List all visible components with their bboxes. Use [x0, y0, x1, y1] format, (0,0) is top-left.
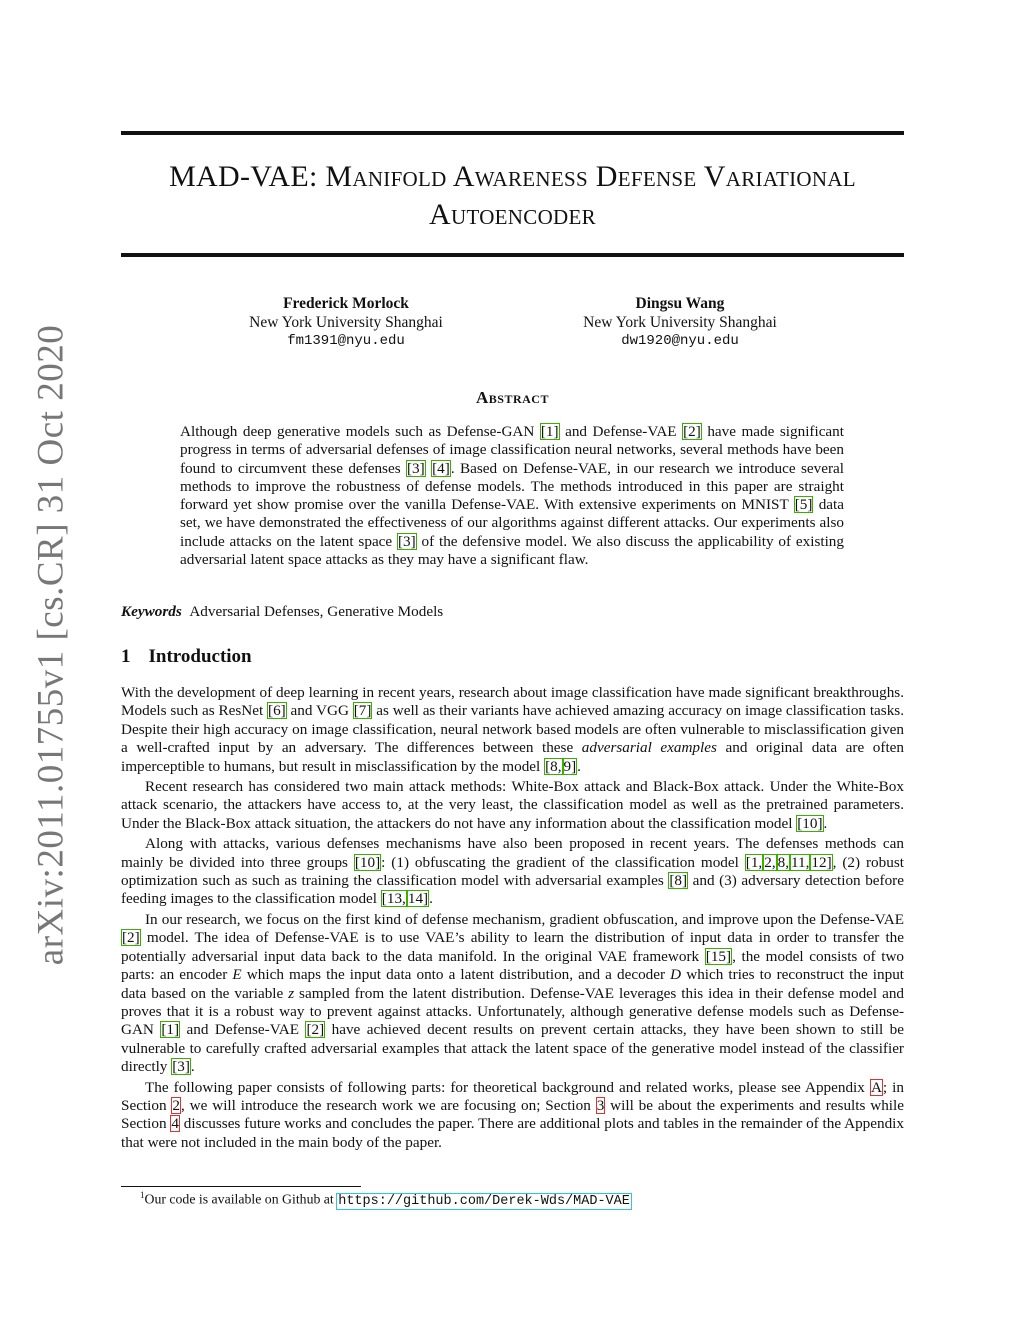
footnote	[140, 1190, 631, 1209]
section-ref-link[interactable]: A	[870, 1078, 882, 1096]
paper-title	[121, 158, 904, 234]
citation-link[interactable]: [8]	[669, 872, 688, 890]
paragraph-4: In our research, we focus on the first kind of defense mechanism, gradient obfuscation, and improve upon the Defense-VAE [2] model. The idea of Defense-VAE is to use VAE’s ability to learn the distribution of input data in order to transfer the potentially adversarial input data back to the data manifold. In the original VAE framework [15], the model consists of two parts: an encoder E which maps the input data onto a latent distribution, and a decoder D which tries to reconstruct the input data based on the variable z sampled from the latent distribution. Defense-VAE leverages this idea in their defense model and proves that it is a robust way to prevent against attacks. Unfortunately, although generative defense models such as Defense-GAN [1] and Defense-VAE [2] have achieved decent results on prevent certain attacks, they have been shown to still be vulnerable to carefully crafted adversarial examples that attack the latent space of the generative model instead of the classifier directly [3].	[121, 910, 905, 1076]
citation-link[interactable]: 8,	[777, 853, 789, 871]
citation-link[interactable]: [6]	[268, 702, 286, 720]
citation-link[interactable]: 11,	[791, 853, 810, 871]
paragraph-5: The following paper consists of following parts: for theoretical background and related works, please see Appendix A; in Section 2, we will introduce the research work we are focusing on; Section 3 will be about the experiments and results while Section 4 discusses future works and concludes the paper. There are additional plots and tables in the remainder of the Appendix that were not included in the main body of the paper.	[121, 1078, 904, 1151]
section-number: 1	[121, 646, 131, 667]
citation-link[interactable]: [5]	[794, 496, 813, 514]
citation-link[interactable]: [3]	[172, 1058, 190, 1076]
section-ref-link[interactable]: 3	[596, 1096, 605, 1114]
section-heading	[121, 646, 252, 668]
footnote-rule	[121, 1186, 361, 1187]
citation-link[interactable]: [13,	[381, 890, 406, 908]
keywords	[121, 603, 904, 621]
citation-link[interactable]: [1,	[745, 853, 763, 871]
paragraph-2: Recent research has considered two main attack methods: White-Box attack and Black-Box attack. Under the White-Box attack scenario, the attackers have access to, at the very least, the classification model as well as the pretrained parameters. Under the Black-Box attack situation, the attackers do not have any information about the classification model [10].	[121, 778, 904, 832]
citation-link[interactable]: 9]	[563, 757, 577, 775]
citation-link[interactable]: [2]	[683, 423, 701, 440]
author-block-2	[530, 294, 830, 351]
citation-link[interactable]: [3]	[397, 532, 416, 550]
abstract-text: Although deep generative models such as Defense-GAN [1] and Defense-VAE [2] have made significant progress in terms of adversarial defenses of image classification neural networks, several methods have been found to circumvent these defenses [3] [4]. Based on Defense-VAE, in our research we introduce several methods to improve the robustness of defense models. The methods introduced in this paper are straight forward yet show promise over the vanilla Defense-VAE. With extensive experiments on MNIST [5] data set, we have demonstrated the effectiveness of our algorithms against different attacks. Our experiments also include attacks on the latent space [3] of the defensive model. We also discuss the applicability of existing adversarial latent space attacks as they may have a significant flaw.	[180, 423, 845, 569]
title-bottom-rule	[121, 253, 904, 257]
author-affiliation: New York University Shanghai	[249, 314, 443, 331]
section-ref-link[interactable]: 2	[172, 1096, 181, 1114]
citation-link[interactable]: [8,	[545, 757, 562, 775]
citation-link[interactable]: [4]	[432, 459, 450, 477]
author-affiliation: New York University Shanghai	[583, 314, 777, 331]
title-line-2: Autoencoder	[429, 198, 596, 231]
footnote-mark: 1	[140, 1190, 145, 1200]
section-ref-link[interactable]: 4	[171, 1115, 179, 1133]
citation-link[interactable]: [3]	[407, 459, 425, 477]
section-title: Introduction	[148, 646, 252, 667]
paragraph-3: Along with attacks, various defenses mechanisms have also been proposed in recent years. The defenses methods can mainly be divided into three groups [10]: (1) obfuscating the gradient of the classification model [1, 2, 8, 11, 12], (2) robust optimization such as such as training the classification model with adversarial examples [8] and (3) adversary detection before feeding images to the classification model [13, 14].	[121, 835, 904, 908]
citation-link[interactable]: [2]	[122, 929, 140, 947]
citation-link[interactable]: [10]	[354, 853, 381, 871]
arxiv-id: arXiv:2011.01755v1 [cs.CR] 31 Oct 2020	[30, 324, 72, 966]
author-email: fm1391@nyu.edu	[287, 333, 405, 349]
body-text	[121, 684, 904, 1154]
citation-link[interactable]: [2]	[306, 1021, 325, 1039]
title-line-1: MAD-VAE: Manifold Awareness Defense Variational	[169, 160, 856, 193]
paragraph-1: With the development of deep learning in recent years, research about image classification have made significant breakthroughs. Models such as ResNet [6] and VGG [7] as well as their variants have achieved amazing accuracy on image classification tasks. Despite their high accuracy on image classification, neural network based models are often vulnerable to misclassification given a well-crafted input by an adversary. The differences between these adversarial examples and original data are often imperceptible to humans, but result in misclassification by the model [8, 9].	[121, 684, 904, 775]
github-url-link[interactable]: https://github.com/Derek-Wds/MAD-VAE	[338, 1193, 630, 1209]
citation-link[interactable]: 12]	[811, 853, 832, 871]
citation-link[interactable]: [10]	[797, 814, 823, 832]
citation-link[interactable]: [1]	[540, 423, 559, 440]
author-email: dw1920@nyu.edu	[621, 333, 739, 349]
abstract-heading: Abstract	[476, 388, 549, 407]
citation-link[interactable]: 2,	[764, 853, 776, 871]
citation-link[interactable]: [15]	[705, 947, 732, 965]
author-block-1	[196, 294, 496, 351]
footnote-text: Our code is available on Github at	[144, 1191, 338, 1207]
title-top-rule	[121, 131, 904, 135]
author-name: Frederick Morlock	[283, 295, 409, 312]
citation-link[interactable]: [7]	[353, 702, 372, 720]
author-name: Dingsu Wang	[635, 295, 725, 312]
citation-link[interactable]: [1]	[161, 1021, 180, 1039]
citation-link[interactable]: 14]	[407, 890, 429, 908]
keywords-label: Keywords	[121, 603, 182, 620]
keywords-list: Adversarial Defenses, Generative Models	[189, 603, 444, 620]
